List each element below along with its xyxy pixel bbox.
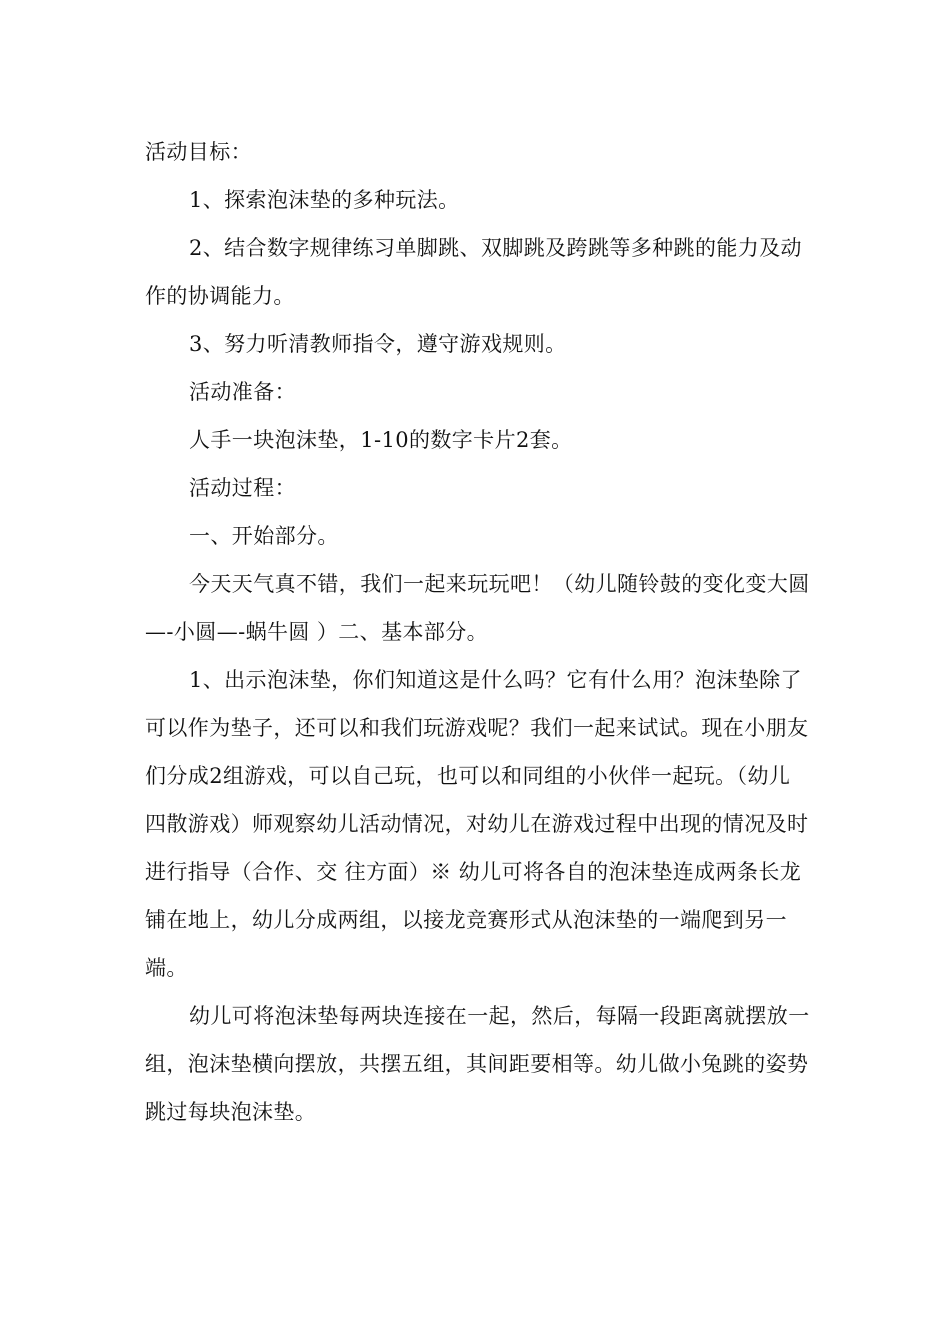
goal-item-3: 3、努力听清教师指令，遵守游戏规则。: [189, 332, 567, 356]
goal-item-2: 2、结合数字规律练习单脚跳、双脚跳及跨跳等多种跳的能力及动作的协调能力。: [145, 236, 802, 308]
foam-mat-arrangement-paragraph: 幼儿可将泡沫垫每两块连接在一起，然后，每隔一段距离就摆放一组，泡沫垫横向摆放，共摆五组，其间距要相等。幼儿做小兔跳的姿势跳过每块泡沫垫。: [145, 1004, 810, 1124]
document-body: [145, 128, 810, 1136]
section-opening: 一、开始部分。: [189, 524, 339, 548]
opening-paragraph: 今天天气真不错，我们一起来玩玩吧！（幼儿随铃鼓的变化变大圆—-小圆—-蜗牛圆 ）二、基本部分。: [145, 572, 810, 644]
preparation-text: 人手一块泡沫垫，1-10的数字卡片2套。: [189, 428, 573, 452]
basic-part-paragraph: 1、出示泡沫垫，你们知道这是什么吗？它有什么用？泡沫垫除了可以作为垫子，还可以和我们玩游戏呢？我们一起来试试。现在小朋友们分成2组游戏，可以自己玩，也可以和同组的小伙伴一起玩。（幼儿四散游戏）师观察幼儿活动情况，对幼儿在游戏过程中出现的情况及时进行指导（合作、交 往方面）※ 幼儿可将各自的泡沫垫连成两条长龙铺在地上，幼儿分成两组，以接龙竞赛形式从泡沫垫的一端爬到另一端。: [145, 668, 809, 980]
heading-activity-process: 活动过程：: [189, 476, 296, 500]
heading-activity-goals: 活动目标：: [145, 140, 252, 164]
goal-item-1: 1、探索泡沫垫的多种玩法。: [189, 188, 460, 212]
heading-activity-preparation: 活动准备：: [189, 380, 296, 404]
